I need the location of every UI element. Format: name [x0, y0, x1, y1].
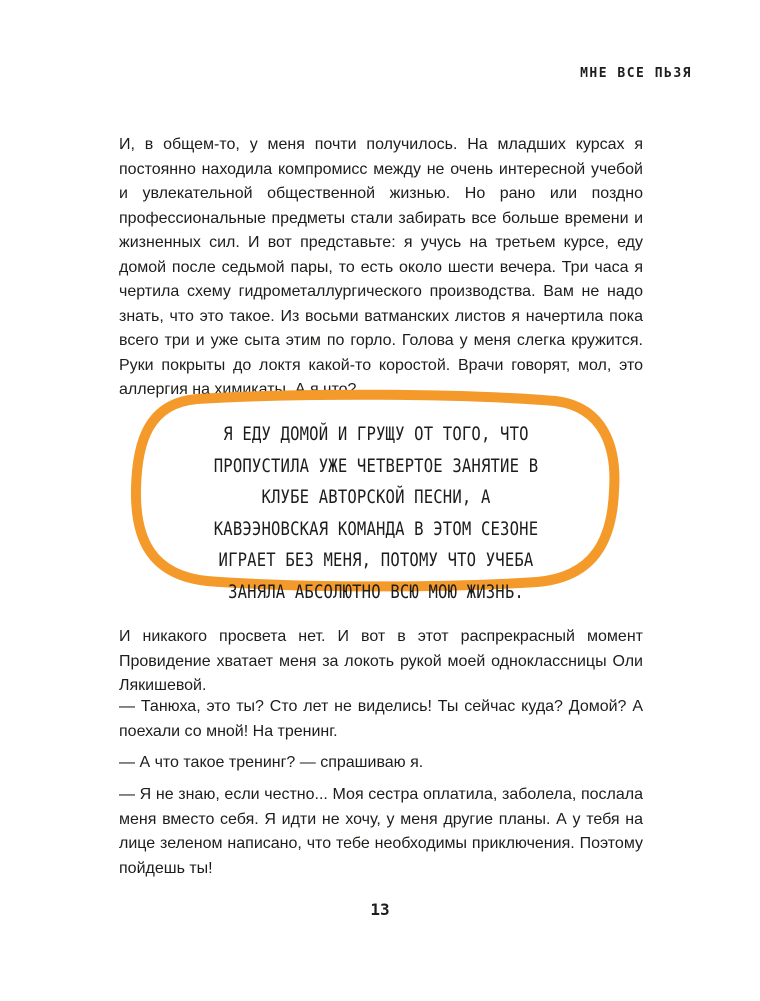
paragraph: И, в общем-то, у меня почти получилось. На младших курсах я постоянно находила компромисс между не очень интересной учебой и увлекательной общественной жизнью. Но рано или поздно профессиональные предметы стали забирать все больше времени и жизненных сил. И вот представьте: я учусь на третьем курсе, еду домой после седьмой пары, то есть около шести вечера. Три часа я чертила схему гидрометаллургического производства. Вам не надо знать, что это такое. Из восьми ватманских листов я начертила пока всего три и уже сыта этим по горло. Голова у меня слегка кружится. Руки покрыты до локтя какой-то коростой. Врачи говорят, мол, это аллергия на химикаты. А я что?: [119, 136, 643, 398]
dialogue-line: — А что такое тренинг? — спрашиваю я.: [119, 754, 424, 771]
dialogue-line: — Танюха, это ты? Сто лет не виделись! Ты сейчас куда? Домой? А поехали со мной! На тренинг.: [119, 698, 643, 740]
callout-bubble: [127, 389, 623, 603]
running-head: МНЕ ВСЕ ПЬЗЯ: [580, 66, 692, 81]
page-number: 13: [370, 900, 390, 919]
callout-text: Я ЕДУ ДОМОЙ И ГРУЩУ ОТ ТОГО, ЧТО ПРОПУСТИЛА УЖЕ ЧЕТВЕРТОЕ ЗАНЯТИЕ В КЛУБЕ АВТОРСКОЙ ПЕСНИ, А КАВЭЭНОВСКАЯ КОМАНДА В ЭТОМ СЕЗОНЕ ИГРАЕТ БЕЗ МЕНЯ, ПОТОМУ ЧТО УЧЕБА ЗАНЯЛА АБСОЛЮТНО ВСЮ МОЮ ЖИЗНЬ.: [213, 423, 539, 603]
dialogue-line: — Я не знаю, если честно... Моя сестра оплатила, заболела, послала меня вместо себя. Я идти не хочу, у меня другие планы. А у тебя на лице зеленом написано, что тебе необходимы приключения. Поэтому пойдешь ты!: [119, 786, 643, 877]
paragraph: И никакого просвета нет. И вот в этот распрекрасный момент Провидение хватает меня за локоть рукой моей одноклассницы Оли Лякишевой.: [119, 628, 643, 694]
